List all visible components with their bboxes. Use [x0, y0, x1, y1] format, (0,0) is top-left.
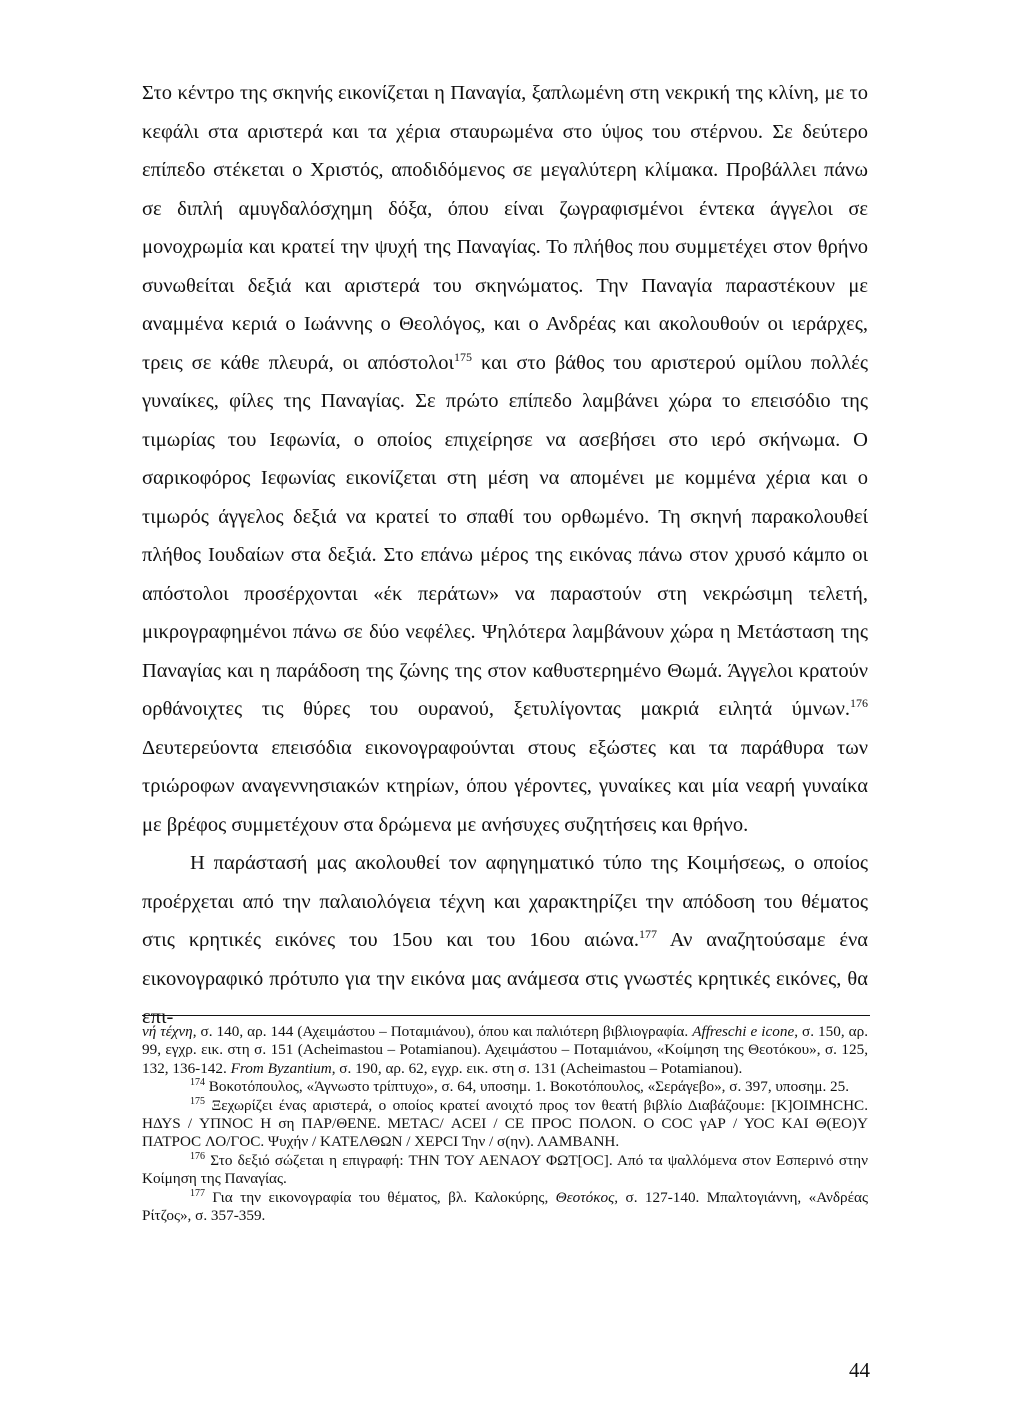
footnote-separator	[142, 1015, 870, 1016]
page-number: 44	[849, 1358, 870, 1382]
footnote-ref-176: 176	[850, 696, 868, 711]
footnote-ref-177: 177	[639, 927, 657, 942]
footnote-text: Στο δεξιό σώζεται η επιγραφή: ΤΗΝ ΤΟΥ ΑΕΝΑΟΥ ΦΩΤ[ΟC]. Από τα ψαλλόμενα στον Εσπερινό στην Κοίμηση της Παναγίας.	[142, 1151, 868, 1188]
footnote-number: 175	[190, 1095, 205, 1107]
footnote-ref-175: 175	[454, 349, 472, 364]
footnote-text: , σ. 127-140. Μπαλτογιάννη, «Ανδρέας Ρίτζος», σ. 357-359.	[142, 1188, 868, 1225]
footnote-text: Ξεχωρίζει ένας αριστερά, ο οποίος κρατεί ανοιχτό προς τον θεατή βιβλίο Διαβάζουμε: [Κ]ΟΙΜΗCΗC. ΗΔΥS / ΥΠΝΟC Η ση ΠΑΡ/ΘΕΝΕ. ΜΕΤΑC/ ΑCΕΙ / CΕ ΠΡΟC ΠΟΛΟΝ. Ο COC γΑΡ / ΥΟC ΚΑΙ Θ(ΕΟ)Υ ΠΑΤΡΟC ΛΟ/ΓΟC. Ψυχήν / ΚΑΤΕΛΘΩΝ / ΧΕΡCΙ Την / σ(ην). ΛΑΜΒΑΝΗ.	[142, 1096, 868, 1151]
paragraph-1-part-c: Δευτερεύοντα επεισόδια εικονογραφούνται στους εξώστες και τα παράθυρα των τριώροφων αναγεννησιακών κτηρίων, όπου γέροντες, γυναίκες και μία νεαρή γυναίκα με βρέφος συμμετέχουν στα δρώμενα με ανήσυχες συζητήσεις και θρήνο.	[142, 736, 868, 836]
paragraph-2	[142, 844, 868, 1037]
footnote-text: Για την εικονογραφία του θέματος, βλ. Καλοκύρης,	[205, 1188, 556, 1206]
footnote-title-italic: νή τέχνη	[142, 1023, 193, 1040]
footnote-text: Βοκοτόπουλος, «Άγνωστο τρίπτυχο», σ. 64, υποσημ. 1. Βοκοτόπουλος, «Σεράγεβο», σ. 397, υποσημ. 25.	[205, 1078, 850, 1096]
paragraph-1	[142, 74, 868, 844]
footnote-number: 174	[190, 1077, 205, 1089]
footnote-continuation	[142, 1023, 868, 1078]
paragraph-1-part-a: Στο κέντρο της σκηνής εικονίζεται η Παναγία, ξαπλωμένη στη νεκρική της κλίνη, με το κεφάλι στα αριστερά και τα χέρια σταυρωμένα στο ύψος του στέρνου. Σε δεύτερο επίπεδο στέκεται ο Χριστός, αποδιδόμενος σε μεγαλύτερη κλίμακα. Προβάλλει πάνω σε διπλή αμυγδαλόσχημη δόξα, όπου είναι ζωγραφισμένοι έντεκα άγγελοι σε μονοχρωμία και κρατεί την ψυχή της Παναγίας. Το πλήθος που συμμετέχει στον θρήνο συνωθείται δεξιά και αριστερά του σκηνώματος. Την Παναγία παραστέκουν με αναμμένα κεριά ο Ιωάννης ο Θεολόγος, και ο Ανδρέας και ακολουθούν οι ιεράρχες, τρεις σε κάθε πλευρά, οι απόστολοι	[142, 82, 868, 374]
paragraph-1-part-b: και στο βάθος του αριστερού ομίλου πολλές γυναίκες, φίλες της Παναγίας. Σε πρώτο επίπεδο λαμβάνει χώρα το επεισόδιο της τιμωρίας του Ιεφωνία, ο οποίος επιχείρησε να ασεβήσει στο ιερό σκήνωμα. Ο σαρικοφόρος Ιεφωνίας εικονίζεται στη μέση να απομένει με κομμένα χέρια και ο τιμωρός άγγελος δεξιά να κρατεί το σπαθί του ορθωμένο. Τη σκηνή παρακολουθεί πλήθος Ιουδαίων στα δεξιά. Στο επάνω μέρος της εικόνας πάνω στον χρυσό κάμπο οι απόστολοι προσέρχονται «έκ περάτων» να παραστούν στη νεκρώσιμη τελετή, μικρογραφημένοι πάνω σε δύο νεφέλες. Ψηλότερα λαμβάνουν χώρα η Μετάσταση της Παναγίας και η παράδοση της ζώνης της στον καθυστερημένο Θωμά. Άγγελοι κρατούν ορθάνοιχτες τις θύρες του ουρανού, ξετυλίγοντας μακριά ειλητά ύμνων.	[142, 351, 868, 720]
footnotes	[142, 1023, 868, 1225]
paragraph-2-part-b: Αν αναζητούσαμε ένα εικονογραφικό πρότυπο για την εικόνα μας ανάμεσα στις γνωστές κρητικές εικόνες, θα επι-	[142, 929, 868, 1028]
footnote-number: 176	[190, 1150, 205, 1162]
paragraph-2-part-a: Η παράστασή μας ακολουθεί τον αφηγηματικό τύπο της Κοιμήσεως, ο οποίος προέρχεται από την παλαιολόγεια τέχνη και χαρακτηρίζει την απόδοση του θέματος στις κρητικές εικόνες του 15ου και του 16ου αιώνα.	[142, 852, 868, 951]
footnote-title-italic: Θεοτόκος	[555, 1188, 615, 1206]
footnote-177	[142, 1189, 868, 1226]
main-text	[142, 74, 868, 1037]
footnote-title-italic: From Byzantium	[230, 1059, 332, 1077]
footnote-175	[142, 1097, 868, 1152]
footnote-text: , σ. 150, αρ. 99, εγχρ. εικ. στη σ. 151 (Acheimastou – Potamianou). Αχειμάστου – Ποταμιάνου, «Κοίμηση της Θεοτόκου», σ. 125, 132, 136-142.	[142, 1023, 869, 1077]
footnote-176	[142, 1152, 868, 1189]
footnote-text: , σ. 140, αρ. 144 (Αχειμάστου – Ποταμιάνου), όπου και παλιότερη βιβλιογραφία.	[192, 1023, 693, 1040]
footnote-text: , σ. 190, αρ. 62, εγχρ. εικ. στη σ. 131 (Acheimastou – Potamianou).	[331, 1059, 743, 1077]
footnote-title-italic: Affreschi e icone	[692, 1023, 795, 1040]
footnote-174	[142, 1078, 868, 1096]
footnote-number: 177	[190, 1187, 205, 1199]
